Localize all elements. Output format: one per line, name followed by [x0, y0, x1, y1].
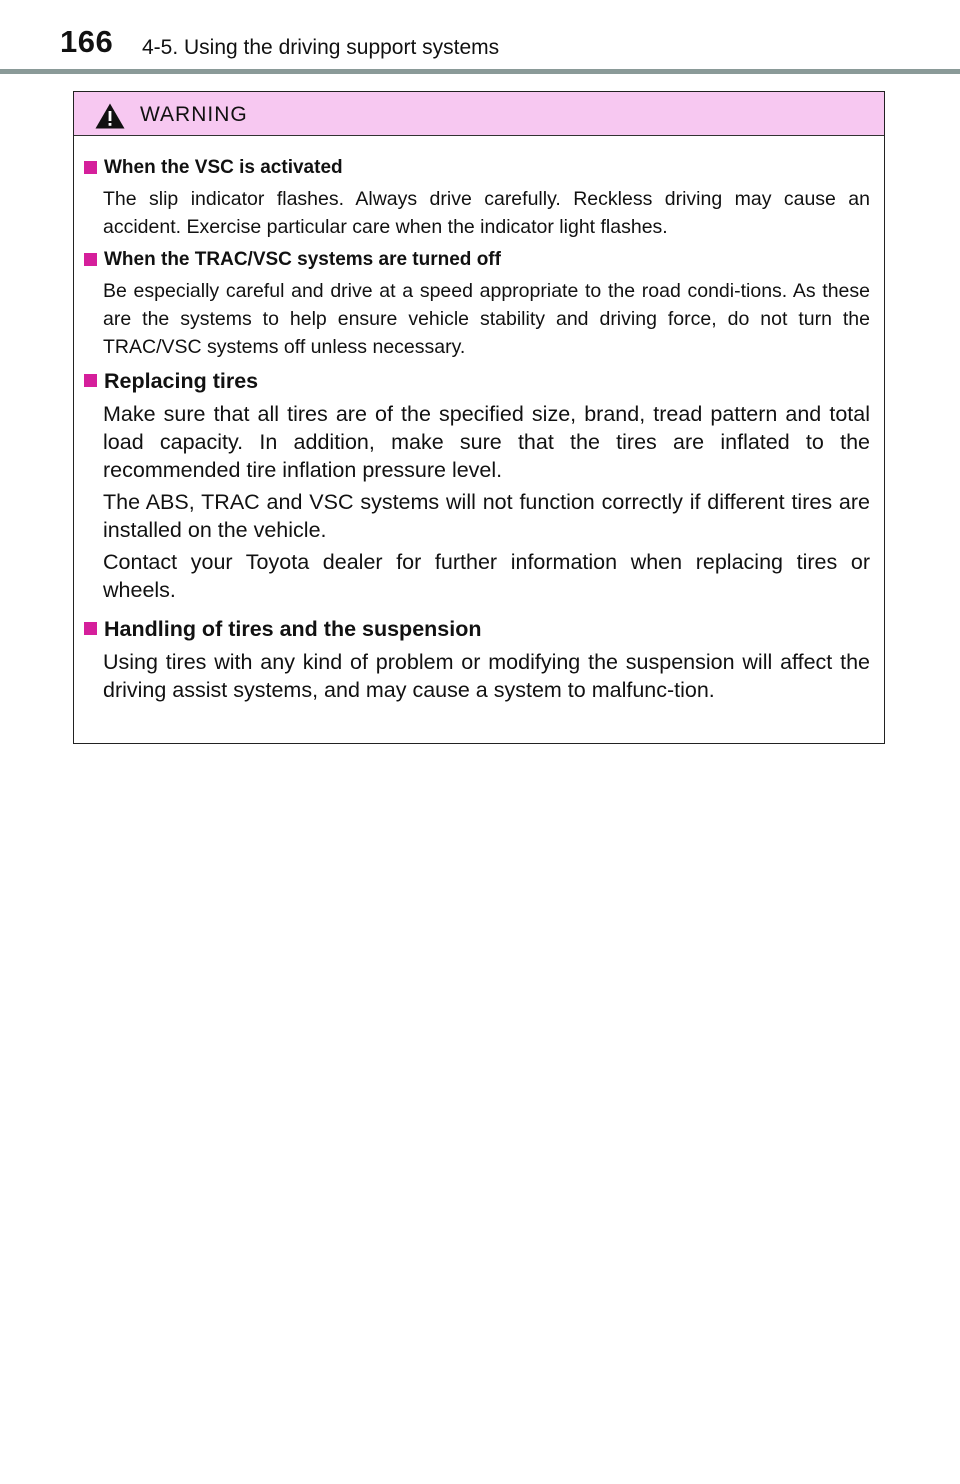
warning-label: WARNING [140, 103, 248, 126]
page-header [0, 0, 960, 76]
warning-triangle-icon [94, 102, 126, 130]
warning-section-replacing-tires [84, 366, 870, 604]
section-heading: When the VSC is activated [84, 154, 870, 181]
section-heading: Replacing tires [84, 366, 870, 396]
section-paragraph: Be especially careful and drive at a speed appropriate to the road condi-tions. As these are the systems to help ensure vehicle stability and driving force, do not turn the TRAC/VSC systems off unless necessary. [103, 280, 870, 358]
section-title: 4-5. Using the driving support systems [142, 36, 500, 59]
section-paragraph: Contact your Toyota dealer for further information when replacing tires or wheels. [103, 550, 870, 602]
warning-header [74, 92, 884, 136]
warning-box [73, 91, 885, 744]
warning-content [84, 154, 870, 704]
warning-section-trac-vsc-off [84, 246, 870, 361]
section-paragraph: Using tires with any kind of problem or modifying the suspension will affect the driving assist systems, and may cause a system to malfunc-tion. [103, 650, 870, 702]
section-paragraph: The slip indicator flashes. Always drive carefully. Reckless driving may cause an accident. Exercise particular care when the indicator light flashes. [103, 188, 870, 238]
page-number: 166 [60, 24, 114, 59]
section-paragraph: The ABS, TRAC and VSC systems will not function correctly if different tires are installed on the vehicle. [103, 490, 870, 542]
section-heading: When the TRAC/VSC systems are turned off [84, 246, 870, 273]
section-paragraph: Make sure that all tires are of the specified size, brand, tread pattern and total load capacity. In addition, make sure that the tires are inflated to the recommended tire inflation pressure level. [103, 402, 870, 482]
warning-section-tires-suspension [84, 614, 870, 704]
header-divider [0, 69, 960, 74]
section-heading: Handling of tires and the suspension [84, 614, 870, 644]
warning-section-vsc-activated [84, 154, 870, 241]
